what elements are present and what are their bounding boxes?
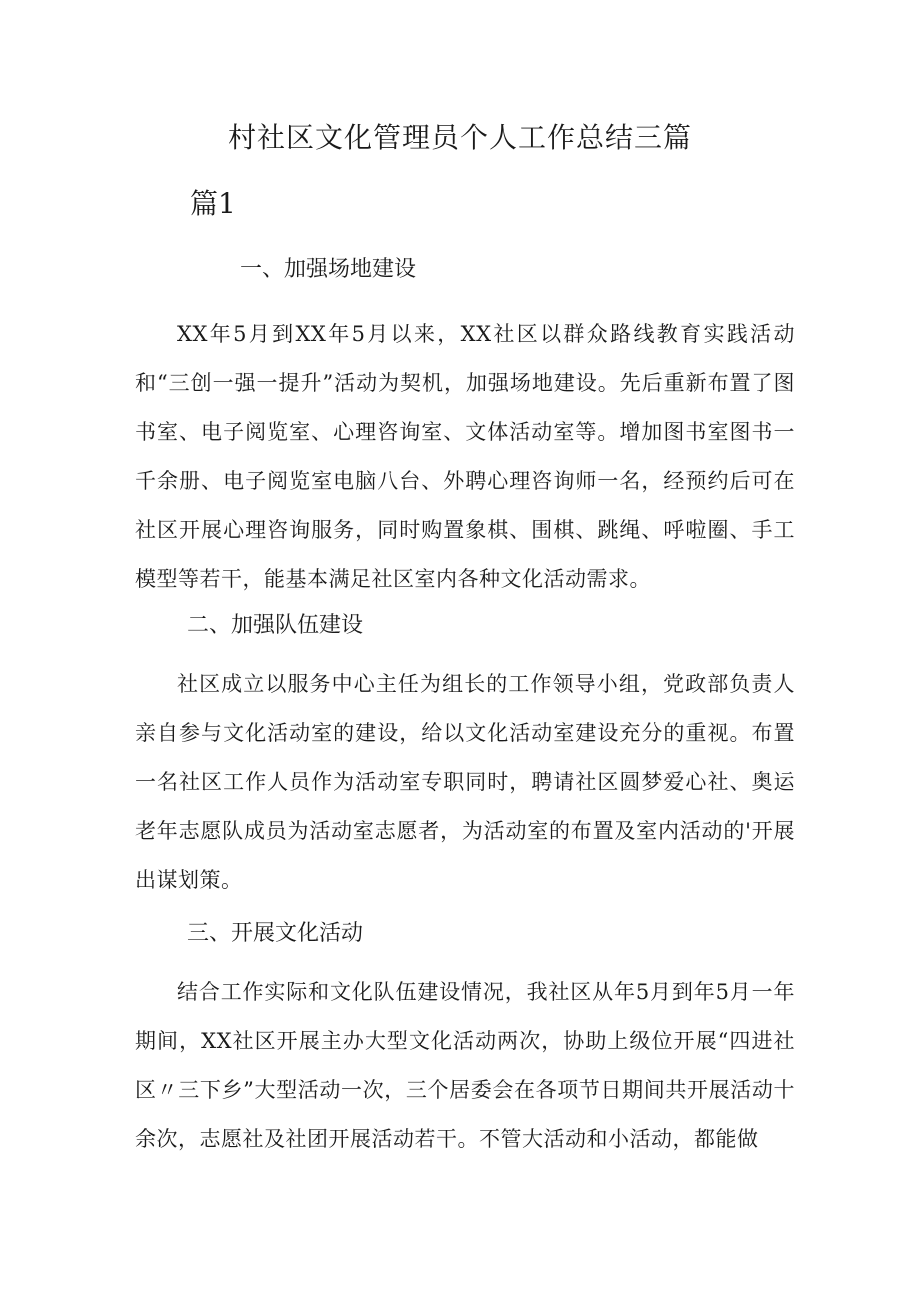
section-paragraph-3: 结合工作实际和文化队伍建设情况，我社区从年5月到年5月一年期间，XX社区开展主办大型文化活动两次，协助上级位开展“四进社区〃三下乡”大型活动一次，三个居委会在各项节日期间共开展活动十余次，志愿社及社团开展活动若干。不管大活动和小活动，都能做 — [135, 980, 795, 1151]
section-heading-1: 一、加强场地建设 — [240, 257, 417, 282]
section-heading-3: 三、开展文化活动 — [187, 921, 364, 946]
document-title: 村社区文化管理员个人工作总结三篇 — [227, 121, 692, 154]
section-heading-2: 二、加强队伍建设 — [187, 613, 364, 638]
section-paragraph-2: 社区成立以服务中心主任为组长的工作领导小组，党政部负责人亲自参与文化活动室的建设，给以文化活动室建设充分的重视。布置一名社区工作人员作为活动室专职同时，聘请社区圆梦爱心社、奥运老年志愿队成员为活动室志愿者，为活动室的布置及室内活动的'开展出谋划策。 — [135, 672, 795, 892]
section-paragraph-1: XX年5月到XX年5月以来，XX社区以群众路线教育实践活动和“三创一强一提升”活动为契机，加强场地建设。先后重新布置了图书室、电子阅览室、心理咨询室、文体活动室等。增加图书室图书一千余册、电子阅览室电脑八台、外聘心理咨询师一名，经预约后可在社区开展心理咨询服务，同时购置象棋、围棋、跳绳、呼啦圈、手工模型等若干，能基本满足社区室内各种文化活动需求。 — [135, 322, 795, 591]
part-label: 篇1 — [190, 187, 236, 220]
